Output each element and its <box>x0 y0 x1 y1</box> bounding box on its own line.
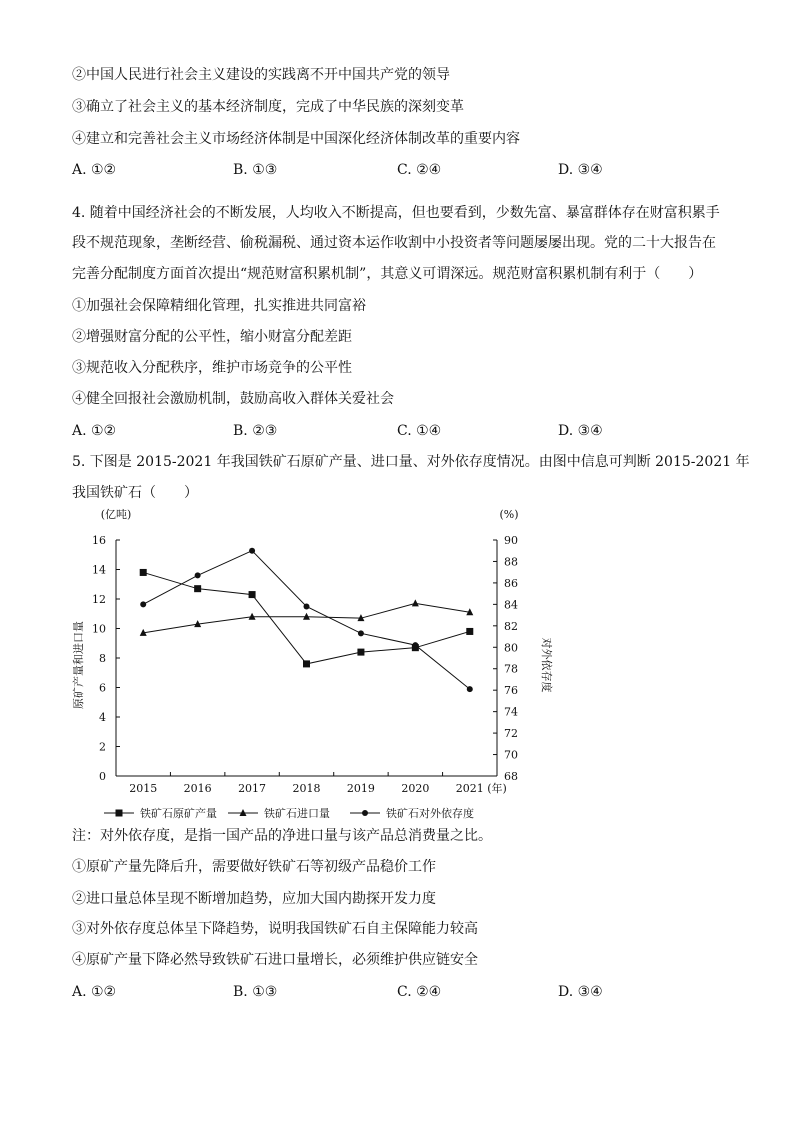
x-axis-unit: (年) <box>487 782 507 795</box>
right-tick-label: 72 <box>504 727 518 741</box>
left-axis-unit: (亿吨) <box>100 508 132 521</box>
data-point-circle <box>412 642 418 648</box>
q3-item-2: ②中国人民进行社会主义建设的实践离不开中国共产党的领导 <box>72 67 450 83</box>
data-point-square <box>303 660 310 667</box>
data-point-square <box>466 628 473 635</box>
right-tick-label: 88 <box>504 555 518 569</box>
right-tick-label: 86 <box>504 576 518 590</box>
q4-option-b: B. ②③ <box>233 423 278 439</box>
right-tick-label: 80 <box>504 641 518 655</box>
q5-option-d: D. ③④ <box>558 984 603 1000</box>
right-tick-label: 74 <box>504 705 518 719</box>
q5-item-1: ①原矿产量先降后升，需要做好铁矿石等初级产品稳价工作 <box>72 859 436 875</box>
legend-label: 铁矿石原矿产量 <box>140 807 217 820</box>
q4-item-1: ①加强社会保障精细化管理，扎实推进共同富裕 <box>72 298 366 314</box>
x-tick-label: 2020 <box>401 782 430 795</box>
x-tick-label: 2018 <box>292 782 321 795</box>
right-tick-label: 68 <box>504 770 518 783</box>
q3-item-4: ④建立和完善社会主义市场经济体制是中国深化经济体制改革的重要内容 <box>72 131 520 147</box>
data-point-circle <box>140 601 146 607</box>
data-point-square <box>194 585 201 592</box>
data-point-square <box>249 591 256 598</box>
q4-option-c: C. ①④ <box>397 423 442 439</box>
q3-item-3: ③确立了社会主义的基本经济制度，完成了中华民族的深刻变革 <box>72 99 464 115</box>
left-tick-label: 12 <box>92 593 106 606</box>
q5-stem-line-1: 5. 下图是 2015-2021 年我国铁矿石原矿产量、进口量、对外依存度情况。由图中信息可判断 2015-2021 年 <box>72 454 750 470</box>
q4-item-4: ④健全回报社会激励机制，鼓励高收入群体关爱社会 <box>72 391 394 407</box>
right-axis-unit: (%) <box>499 508 519 521</box>
data-point-triangle <box>412 599 419 606</box>
left-tick-label: 2 <box>99 740 106 754</box>
iron-ore-chart <box>60 500 553 825</box>
right-axis-label: 对外依存度 <box>540 637 553 693</box>
data-point-circle <box>467 686 473 692</box>
right-tick-label: 78 <box>504 662 518 676</box>
q4-item-3: ③规范收入分配秩序，维护市场竞争的公平性 <box>72 360 352 376</box>
data-point-square <box>357 649 364 656</box>
q4-option-a: A. ①② <box>72 423 117 439</box>
left-tick-label: 14 <box>92 563 106 577</box>
q4-stem-line-3: 完善分配制度方面首次提出“规范财富积累机制”，其意义可谓深远。规范财富积累机制有利于（ ） <box>72 266 703 282</box>
q5-item-2: ②进口量总体呈现不断增加趋势，应加大国内勘探开发力度 <box>72 891 436 907</box>
x-tick-label: 2016 <box>183 782 212 795</box>
right-tick-label: 82 <box>504 619 518 633</box>
legend-label: 铁矿石对外依存度 <box>386 807 474 820</box>
left-axis-label: 原矿产量和进口量 <box>72 621 85 709</box>
chart-series <box>140 548 474 692</box>
x-tick-label: 2015 <box>129 782 158 795</box>
q5-stem-line-2: 我国铁矿石（ ） <box>72 485 198 501</box>
left-tick-label: 10 <box>92 622 106 636</box>
q3-option-b: B. ①③ <box>233 162 278 178</box>
legend-marker-circle <box>362 810 368 816</box>
left-tick-label: 16 <box>92 534 106 547</box>
q3-option-c: C. ②④ <box>397 162 442 178</box>
right-tick-label: 76 <box>504 684 518 698</box>
q5-option-a: A. ①② <box>72 984 117 1000</box>
right-tick-label: 70 <box>504 748 518 762</box>
left-tick-label: 8 <box>99 652 106 665</box>
chart-axes <box>116 540 497 776</box>
q4-option-d: D. ③④ <box>558 423 603 439</box>
q5-item-4: ④原矿产量下降必然导致铁矿石进口量增长，必须维护供应链安全 <box>72 952 478 968</box>
data-point-circle <box>249 548 255 554</box>
left-tick-label: 6 <box>99 681 106 695</box>
data-point-square <box>140 569 147 576</box>
series-line-3 <box>143 551 470 689</box>
q5-option-b: B. ①③ <box>233 984 278 1000</box>
data-point-circle <box>358 630 364 636</box>
legend-label: 铁矿石进口量 <box>264 807 330 820</box>
right-tick-label: 84 <box>504 598 518 612</box>
right-tick-label: 90 <box>504 534 518 547</box>
legend-marker-square <box>116 810 123 817</box>
q4-stem-line-2: 段不规范现象，垄断经营、偷税漏税、通过资本运作收割中小投资者等问题屡屡出现。党的二十大报告在 <box>72 235 716 251</box>
q4-item-2: ②增强财富分配的公平性，缩小财富分配差距 <box>72 329 352 345</box>
x-tick-label: 2017 <box>238 782 267 795</box>
x-tick-label: 2021 <box>455 782 484 795</box>
q4-stem-line-1: 4. 随着中国经济社会的不断发展，人均收入不断提高，但也要看到，少数先富、暴富群体存在财富积累手 <box>72 205 720 221</box>
q3-option-a: A. ①② <box>72 162 117 178</box>
data-point-circle <box>304 604 310 610</box>
q5-note: 注：对外依存度，是指一国产品的净进口量与该产品总消费量之比。 <box>72 828 492 844</box>
q5-item-3: ③对外依存度总体呈下降趋势，说明我国铁矿石自主保障能力较高 <box>72 921 478 937</box>
left-tick-label: 0 <box>99 770 106 783</box>
q5-option-c: C. ②④ <box>397 984 442 1000</box>
data-point-circle <box>195 572 201 578</box>
x-tick-label: 2019 <box>346 782 375 795</box>
left-tick-label: 4 <box>99 711 106 724</box>
chart-legend <box>104 806 474 820</box>
q3-option-d: D. ③④ <box>558 162 603 178</box>
